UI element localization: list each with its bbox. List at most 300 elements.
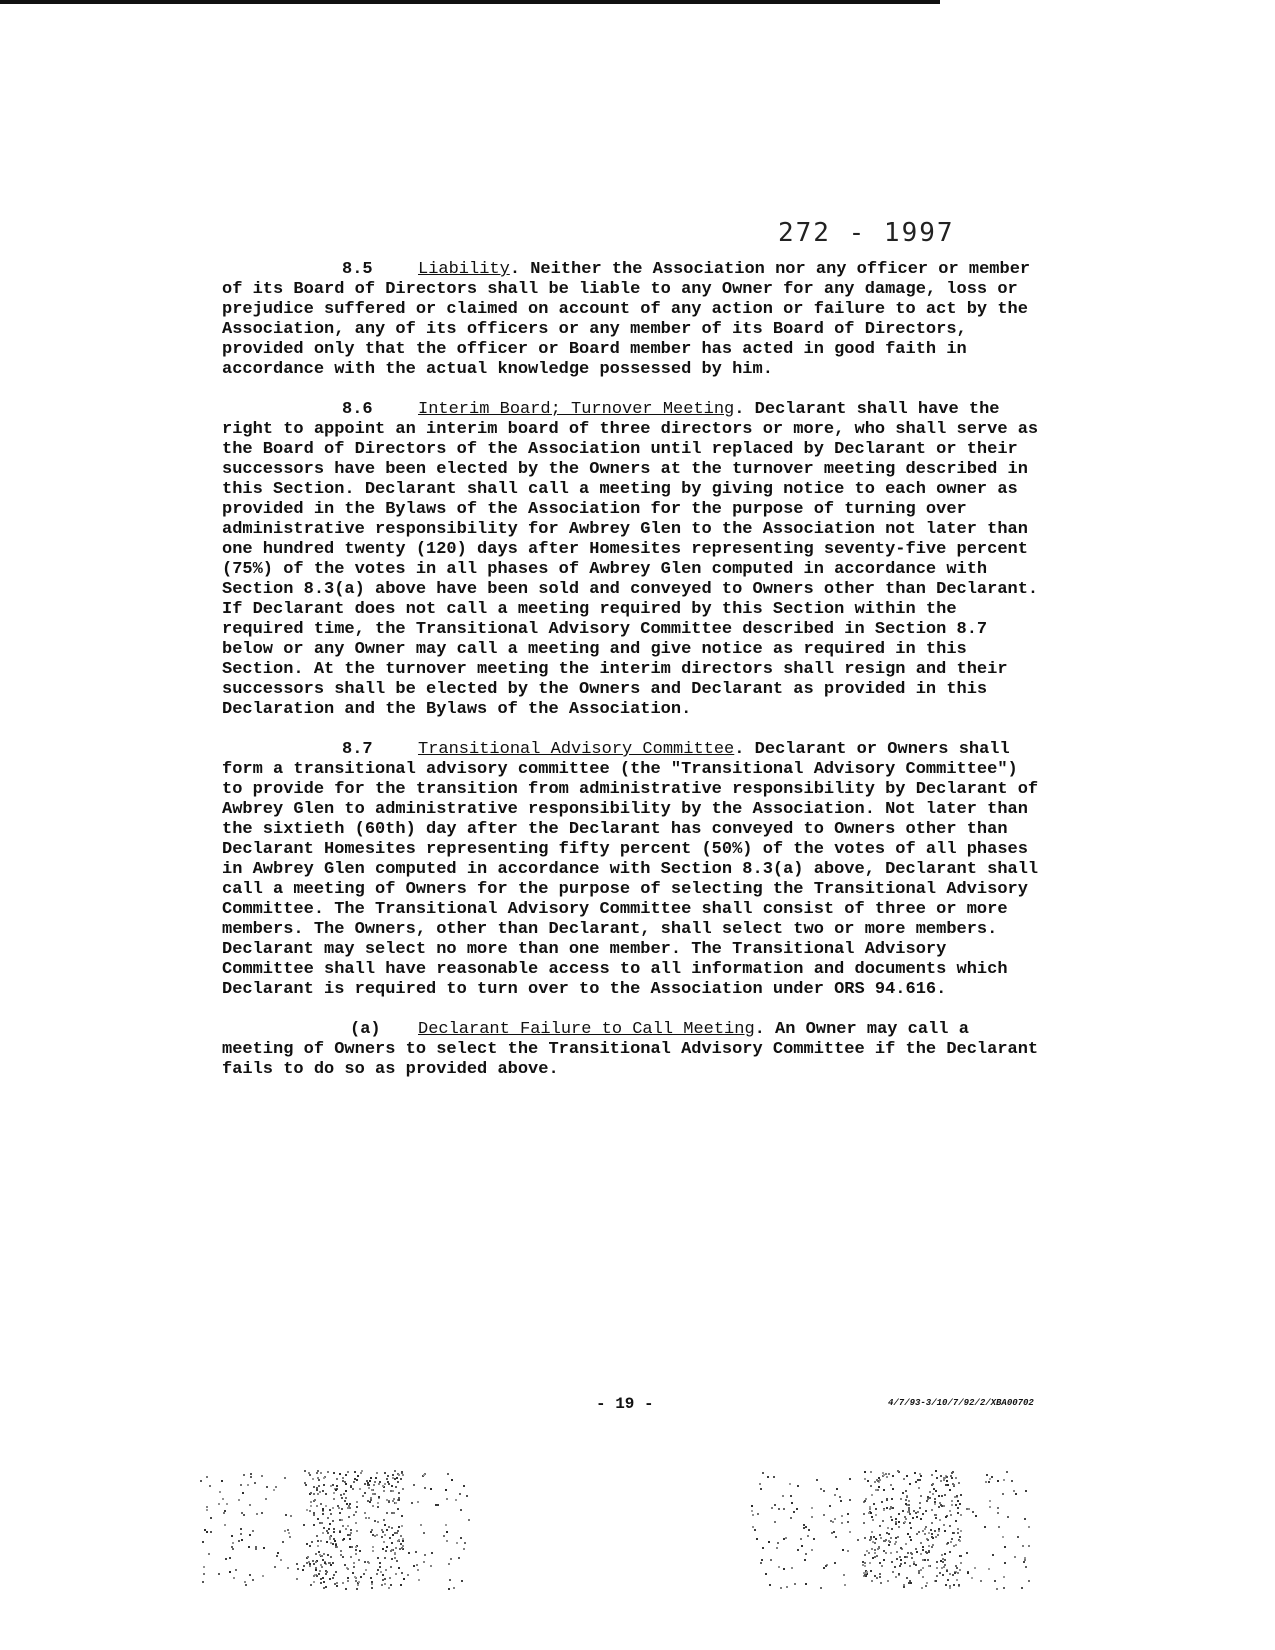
scan-speck bbox=[288, 1532, 290, 1534]
scan-speck bbox=[944, 1553, 946, 1555]
scan-speck bbox=[911, 1553, 913, 1555]
scan-speck bbox=[1003, 1576, 1005, 1578]
scan-speck bbox=[932, 1493, 934, 1495]
scan-speck bbox=[263, 1547, 265, 1549]
scan-speck bbox=[878, 1486, 880, 1488]
scan-speck bbox=[318, 1551, 320, 1553]
scan-speck bbox=[997, 1512, 999, 1514]
scan-speck bbox=[834, 1562, 836, 1564]
scan-speck bbox=[423, 1561, 425, 1563]
scan-speck bbox=[877, 1489, 879, 1491]
scan-speck bbox=[871, 1548, 873, 1550]
scan-speck bbox=[891, 1561, 893, 1563]
scan-speck bbox=[771, 1507, 773, 1509]
scan-speck bbox=[888, 1540, 890, 1542]
scan-speck bbox=[902, 1510, 904, 1512]
scan-speck bbox=[1002, 1536, 1004, 1538]
scan-speck bbox=[905, 1490, 907, 1492]
scan-speck bbox=[894, 1566, 896, 1568]
scan-speck bbox=[907, 1533, 909, 1535]
scan-speck bbox=[921, 1587, 923, 1589]
scan-speck bbox=[320, 1472, 322, 1474]
scan-speck bbox=[254, 1482, 256, 1484]
scan-speck bbox=[803, 1524, 805, 1526]
scan-speck bbox=[310, 1501, 312, 1503]
scan-speck bbox=[949, 1525, 951, 1527]
scan-speck bbox=[309, 1545, 311, 1547]
scan-speck bbox=[849, 1499, 851, 1501]
scan-speck bbox=[891, 1528, 893, 1530]
scan-speck bbox=[935, 1517, 937, 1519]
scan-speck bbox=[290, 1515, 292, 1517]
scan-speck bbox=[200, 1480, 202, 1482]
scan-speck bbox=[941, 1505, 943, 1507]
scan-speck bbox=[316, 1535, 318, 1537]
scan-speck bbox=[345, 1497, 347, 1499]
scan-speck bbox=[949, 1573, 951, 1575]
scan-speck bbox=[1003, 1479, 1005, 1481]
scan-speck bbox=[783, 1568, 785, 1570]
scan-speck bbox=[365, 1517, 367, 1519]
scan-speck bbox=[202, 1541, 204, 1543]
scan-speck bbox=[358, 1559, 360, 1561]
scan-speck bbox=[326, 1541, 328, 1543]
scan-speck bbox=[388, 1587, 390, 1589]
scan-speck bbox=[933, 1488, 935, 1490]
scan-speck bbox=[883, 1559, 885, 1561]
scan-speck bbox=[341, 1508, 343, 1510]
scan-speck bbox=[328, 1528, 330, 1530]
scan-speck bbox=[868, 1552, 870, 1554]
scan-speck bbox=[937, 1534, 939, 1536]
scan-speck bbox=[941, 1495, 943, 1497]
scan-speck bbox=[318, 1479, 320, 1481]
scan-speck bbox=[1028, 1526, 1030, 1528]
scan-speck bbox=[313, 1575, 315, 1577]
scan-speck bbox=[897, 1470, 899, 1472]
scan-speck bbox=[450, 1558, 452, 1560]
scan-speck bbox=[344, 1564, 346, 1566]
scan-speck bbox=[330, 1556, 332, 1558]
scan-speck bbox=[313, 1486, 315, 1488]
scan-speck bbox=[327, 1517, 329, 1519]
scan-speck bbox=[248, 1546, 250, 1548]
scan-speck bbox=[849, 1478, 851, 1480]
scan-speck bbox=[873, 1503, 875, 1505]
scan-speck bbox=[951, 1538, 953, 1540]
scan-speck bbox=[876, 1479, 878, 1481]
scan-speck bbox=[796, 1508, 798, 1510]
scan-speck bbox=[879, 1562, 881, 1564]
scan-speck bbox=[416, 1564, 418, 1566]
scan-speck bbox=[1014, 1556, 1016, 1558]
scan-speck bbox=[323, 1581, 325, 1583]
scan-speck bbox=[829, 1505, 831, 1507]
section-heading: Declarant Failure to Call Meeting bbox=[418, 1020, 755, 1039]
scan-speck bbox=[926, 1500, 928, 1502]
section-number: (a) bbox=[350, 1020, 381, 1039]
scan-speck bbox=[315, 1569, 317, 1571]
scan-speck bbox=[805, 1583, 807, 1585]
scan-speck bbox=[208, 1553, 210, 1555]
scan-speck bbox=[350, 1556, 352, 1558]
scan-speck bbox=[332, 1577, 334, 1579]
scan-speck bbox=[449, 1579, 451, 1581]
scan-speck bbox=[915, 1548, 917, 1550]
scan-speck bbox=[980, 1580, 982, 1582]
scan-speck bbox=[355, 1549, 357, 1551]
scan-speck bbox=[320, 1564, 322, 1566]
scan-speck bbox=[1024, 1559, 1026, 1561]
scan-speck bbox=[370, 1499, 372, 1501]
scan-speck bbox=[289, 1536, 291, 1538]
scan-speck bbox=[951, 1477, 953, 1479]
scan-speck bbox=[356, 1501, 358, 1503]
scan-speck bbox=[310, 1505, 312, 1507]
scan-speck bbox=[928, 1551, 930, 1553]
scan-speck bbox=[353, 1514, 355, 1516]
scan-speck bbox=[266, 1486, 268, 1488]
scan-speck bbox=[280, 1559, 282, 1561]
scan-speck bbox=[243, 1474, 245, 1476]
scan-speck bbox=[242, 1492, 244, 1494]
scan-speck bbox=[777, 1542, 779, 1544]
scan-speck bbox=[210, 1517, 212, 1519]
scan-speck bbox=[305, 1484, 307, 1486]
scan-speck bbox=[880, 1582, 882, 1584]
scan-speck bbox=[206, 1506, 208, 1508]
scan-speck bbox=[402, 1474, 404, 1476]
scan-speck bbox=[903, 1478, 905, 1480]
scan-speck bbox=[265, 1498, 267, 1500]
scan-speck bbox=[304, 1470, 306, 1472]
scan-speck bbox=[335, 1571, 337, 1573]
scan-speck bbox=[330, 1564, 332, 1566]
scan-speck bbox=[751, 1510, 753, 1512]
scan-speck bbox=[445, 1524, 447, 1526]
scan-speck bbox=[774, 1521, 776, 1523]
scan-speck bbox=[840, 1500, 842, 1502]
scan-speck bbox=[832, 1521, 834, 1523]
scan-speck bbox=[369, 1480, 371, 1482]
scan-speck bbox=[388, 1483, 390, 1485]
scan-speck bbox=[908, 1582, 910, 1584]
scan-speck bbox=[313, 1581, 315, 1583]
scan-speck bbox=[456, 1542, 458, 1544]
scan-speck bbox=[785, 1537, 787, 1539]
scan-speck bbox=[445, 1489, 447, 1491]
scan-speck bbox=[786, 1586, 788, 1588]
scan-speck bbox=[313, 1524, 315, 1526]
scan-speck bbox=[843, 1574, 845, 1576]
scan-speck bbox=[451, 1479, 453, 1481]
scan-speck bbox=[323, 1477, 325, 1479]
scan-speck bbox=[847, 1521, 849, 1523]
scan-speck bbox=[949, 1587, 951, 1589]
scan-speck bbox=[811, 1507, 813, 1509]
scan-speck bbox=[333, 1574, 335, 1576]
scan-speck bbox=[849, 1531, 851, 1533]
scan-speck bbox=[322, 1559, 324, 1561]
scan-speck bbox=[823, 1514, 825, 1516]
scan-speck bbox=[882, 1520, 884, 1522]
scan-speck bbox=[371, 1587, 373, 1589]
scan-speck bbox=[319, 1554, 321, 1556]
scan-speck bbox=[989, 1478, 991, 1480]
scan-speck bbox=[924, 1533, 926, 1535]
scan-speck bbox=[396, 1560, 398, 1562]
scan-speck bbox=[959, 1569, 961, 1571]
scan-speck bbox=[896, 1551, 898, 1553]
scan-speck bbox=[261, 1512, 263, 1514]
scan-speck bbox=[324, 1562, 326, 1564]
scan-speck bbox=[847, 1513, 849, 1515]
scan-speck bbox=[847, 1550, 849, 1552]
scan-speck bbox=[249, 1534, 251, 1536]
scan-speck bbox=[373, 1484, 375, 1486]
scan-speck bbox=[955, 1477, 957, 1479]
scan-speck bbox=[375, 1477, 377, 1479]
scan-speck bbox=[879, 1525, 881, 1527]
section-8-6 bbox=[222, 400, 1042, 720]
scan-speck bbox=[261, 1475, 263, 1477]
scan-speck bbox=[326, 1530, 328, 1532]
scan-speck bbox=[378, 1496, 380, 1498]
scan-speck bbox=[793, 1511, 795, 1513]
scan-speck bbox=[342, 1525, 344, 1527]
scan-speck bbox=[891, 1519, 893, 1521]
scan-speck bbox=[384, 1534, 386, 1536]
scan-speck bbox=[932, 1483, 934, 1485]
scan-speck bbox=[372, 1546, 374, 1548]
scan-speck bbox=[417, 1569, 419, 1571]
scan-speck bbox=[943, 1524, 945, 1526]
scan-speck bbox=[927, 1539, 929, 1541]
scan-speck bbox=[813, 1538, 815, 1540]
scan-speck bbox=[384, 1472, 386, 1474]
scan-speck bbox=[920, 1569, 922, 1571]
scan-speck bbox=[463, 1485, 465, 1487]
scan-speck bbox=[942, 1574, 944, 1576]
scan-speck bbox=[202, 1581, 204, 1583]
scan-speck bbox=[319, 1570, 321, 1572]
scan-speck bbox=[935, 1470, 937, 1472]
scan-speck bbox=[321, 1555, 323, 1557]
scan-speck bbox=[328, 1562, 330, 1564]
scan-speck bbox=[382, 1531, 384, 1533]
scan-speck bbox=[307, 1556, 309, 1558]
scan-speck bbox=[342, 1582, 344, 1584]
scan-speck bbox=[863, 1522, 865, 1524]
scan-speck bbox=[247, 1484, 249, 1486]
scan-speck bbox=[800, 1538, 802, 1540]
scan-speck bbox=[376, 1573, 378, 1575]
scan-speck bbox=[898, 1521, 900, 1523]
scan-speck bbox=[397, 1481, 399, 1483]
scan-speck bbox=[350, 1486, 352, 1488]
scan-speck bbox=[354, 1471, 356, 1473]
scan-speck bbox=[936, 1561, 938, 1563]
scan-speck bbox=[306, 1509, 308, 1511]
scan-speck bbox=[900, 1498, 902, 1500]
scan-speck bbox=[916, 1533, 918, 1535]
scan-speck bbox=[249, 1504, 251, 1506]
scan-speck bbox=[841, 1515, 843, 1517]
scan-speck bbox=[910, 1582, 912, 1584]
scan-speck bbox=[928, 1545, 930, 1547]
scan-speck bbox=[342, 1480, 344, 1482]
scan-speck bbox=[1007, 1516, 1009, 1518]
scan-speck bbox=[925, 1551, 927, 1553]
scan-speck bbox=[316, 1472, 318, 1474]
scan-speck bbox=[364, 1512, 366, 1514]
scan-speck bbox=[464, 1542, 466, 1544]
scan-speck bbox=[383, 1519, 385, 1521]
scan-speck bbox=[955, 1544, 957, 1546]
scan-speck bbox=[285, 1514, 287, 1516]
scan-speck bbox=[277, 1552, 279, 1554]
scan-speck bbox=[229, 1557, 231, 1559]
scan-speck bbox=[1017, 1536, 1019, 1538]
scan-speck bbox=[939, 1519, 941, 1521]
scan-speck bbox=[384, 1524, 386, 1526]
scan-speck bbox=[971, 1577, 973, 1579]
scan-speck bbox=[411, 1502, 413, 1504]
scan-speck bbox=[900, 1559, 902, 1561]
scan-speck bbox=[303, 1524, 305, 1526]
scan-speck bbox=[871, 1494, 873, 1496]
section-text: . Declarant shall have the right to appoint an interim board of three directors or more, who shall serve as the Board of Directors of the Association until replaced by Declarant or their successors have been elected by the Owners at the turnover meeting described in this Section. Declarant shall call a meeting by giving notice to each owner as provided in the Bylaws of the Association for the purpose of turning over administrative responsibility for Awbrey Glen to the Association not later than one hundred twenty (120) days after Homesites representing seventy-five percent (75%) of the votes in all phases of Awbrey Glen computed in accordance with Section 8.3(a) above have been sold and conveyed to Owners other than Declarant. If Declarant does not call a meeting required by this Section within the required time, the Transitional Advisory Committee described in Section 8.7 below or any Owner may call a meeting and give notice as required in this Section. At the turnover meeting the interim directors shall resign and their successors shall be elected by the Owners and Declarant as provided in this Declaration and the Bylaws of the Association. bbox=[222, 400, 1039, 719]
scan-speck bbox=[751, 1505, 753, 1507]
scan-speck bbox=[325, 1573, 327, 1575]
scan-speck bbox=[887, 1527, 889, 1529]
scan-speck bbox=[888, 1544, 890, 1546]
scan-speck bbox=[934, 1514, 936, 1516]
scan-speck bbox=[909, 1565, 911, 1567]
section-number: 8.7 bbox=[342, 740, 373, 759]
scan-speck bbox=[400, 1478, 402, 1480]
scan-speck bbox=[946, 1480, 948, 1482]
scan-speck bbox=[413, 1484, 415, 1486]
scan-speck bbox=[956, 1579, 958, 1581]
scan-speck bbox=[333, 1498, 335, 1500]
section-text: . Declarant or Owners shall form a transitional advisory committee (the "Transitional Advisory Committee") to provide for the transition from administrative responsibility by Declarant of Awbrey Glen to administrative responsibility by the Association. Not later than the sixtieth (60th) day after the Declarant has conveyed to Owners other than Declarant Homesites representing fifty percent (50%) of the votes of all phases in Awbrey Glen computed in accordance with Section 8.3(a) above, Declarant shall call a meeting of Owners for the purpose of selecting the Transitional Advisory Committee. The Transitional Advisory Committee shall consist of three or more members. The Owners, other than Declarant, shall select two or more members. Declarant may select no more than one member. The Transitional Advisory Committee shall have reasonable access to all information and documents which Declarant is required to turn over to the Association under ORS 94.616. bbox=[222, 740, 1039, 999]
scan-speck bbox=[330, 1513, 332, 1515]
page-number: - 19 - bbox=[596, 1395, 654, 1413]
scan-speck bbox=[909, 1483, 911, 1485]
scan-speck bbox=[820, 1488, 822, 1490]
scan-speck bbox=[992, 1554, 994, 1556]
scan-speck bbox=[892, 1488, 894, 1490]
scan-speck bbox=[408, 1552, 410, 1554]
scan-speck bbox=[226, 1503, 228, 1505]
scan-speck bbox=[959, 1540, 961, 1542]
scan-speck bbox=[458, 1557, 460, 1559]
scan-speck bbox=[330, 1542, 332, 1544]
scan-speck bbox=[389, 1577, 391, 1579]
scan-speck bbox=[934, 1530, 936, 1532]
scan-speck bbox=[255, 1548, 257, 1550]
scan-speck bbox=[355, 1546, 357, 1548]
scan-speck bbox=[313, 1500, 315, 1502]
scan-speck bbox=[1003, 1587, 1005, 1589]
scan-speck bbox=[883, 1509, 885, 1511]
scan-speck bbox=[275, 1486, 277, 1488]
scan-speck bbox=[332, 1484, 334, 1486]
scan-speck bbox=[364, 1483, 366, 1485]
scan-speck bbox=[394, 1470, 396, 1472]
scan-speck bbox=[321, 1566, 323, 1568]
scan-speck bbox=[296, 1578, 298, 1580]
scan-speck bbox=[918, 1531, 920, 1533]
scan-speck bbox=[306, 1543, 308, 1545]
scan-speck bbox=[874, 1549, 876, 1551]
scan-speck bbox=[392, 1474, 394, 1476]
scan-speck bbox=[918, 1572, 920, 1574]
scan-speck bbox=[790, 1495, 792, 1497]
scan-speck bbox=[920, 1542, 922, 1544]
scan-speck bbox=[950, 1514, 952, 1516]
scan-speck bbox=[430, 1565, 432, 1567]
scan-speck bbox=[875, 1508, 877, 1510]
scan-speck bbox=[322, 1490, 324, 1492]
scan-speck bbox=[329, 1578, 331, 1580]
scan-speck bbox=[318, 1573, 320, 1575]
scan-speck bbox=[762, 1472, 764, 1474]
scan-speck bbox=[951, 1504, 953, 1506]
scan-speck bbox=[297, 1568, 299, 1570]
scan-speck bbox=[1013, 1490, 1015, 1492]
scan-speck bbox=[322, 1508, 324, 1510]
scan-speck bbox=[276, 1555, 278, 1557]
scan-speck bbox=[881, 1565, 883, 1567]
scan-speck bbox=[770, 1559, 772, 1561]
scan-speck bbox=[996, 1588, 998, 1590]
scan-speck bbox=[308, 1472, 310, 1474]
scan-speck bbox=[206, 1531, 208, 1533]
scan-speck bbox=[943, 1566, 945, 1568]
scan-speck bbox=[927, 1559, 929, 1561]
scan-speck bbox=[368, 1487, 370, 1489]
scan-speck bbox=[395, 1573, 397, 1575]
scan-speck bbox=[823, 1490, 825, 1492]
scan-speck bbox=[754, 1529, 756, 1531]
scan-speck bbox=[839, 1496, 841, 1498]
scan-speck bbox=[864, 1565, 866, 1567]
scan-speck bbox=[886, 1507, 888, 1509]
scan-speck bbox=[345, 1588, 347, 1590]
scan-speck bbox=[379, 1566, 381, 1568]
scan-speck bbox=[303, 1565, 305, 1567]
scan-speck bbox=[335, 1546, 337, 1548]
scan-speck bbox=[888, 1533, 890, 1535]
scan-speck bbox=[386, 1478, 388, 1480]
scan-speck bbox=[313, 1493, 315, 1495]
scan-speck bbox=[240, 1528, 242, 1530]
scan-speck bbox=[863, 1513, 865, 1515]
scan-speck bbox=[869, 1508, 871, 1510]
scan-speck bbox=[320, 1503, 322, 1505]
scan-speck bbox=[890, 1484, 892, 1486]
scan-speck bbox=[403, 1578, 405, 1580]
scan-speck bbox=[931, 1546, 933, 1548]
scan-speck bbox=[905, 1543, 907, 1545]
scan-speck bbox=[811, 1516, 813, 1518]
scan-speck bbox=[287, 1567, 289, 1569]
scan-speck bbox=[870, 1512, 872, 1514]
scan-speck bbox=[377, 1506, 379, 1508]
scan-speck bbox=[774, 1504, 776, 1506]
